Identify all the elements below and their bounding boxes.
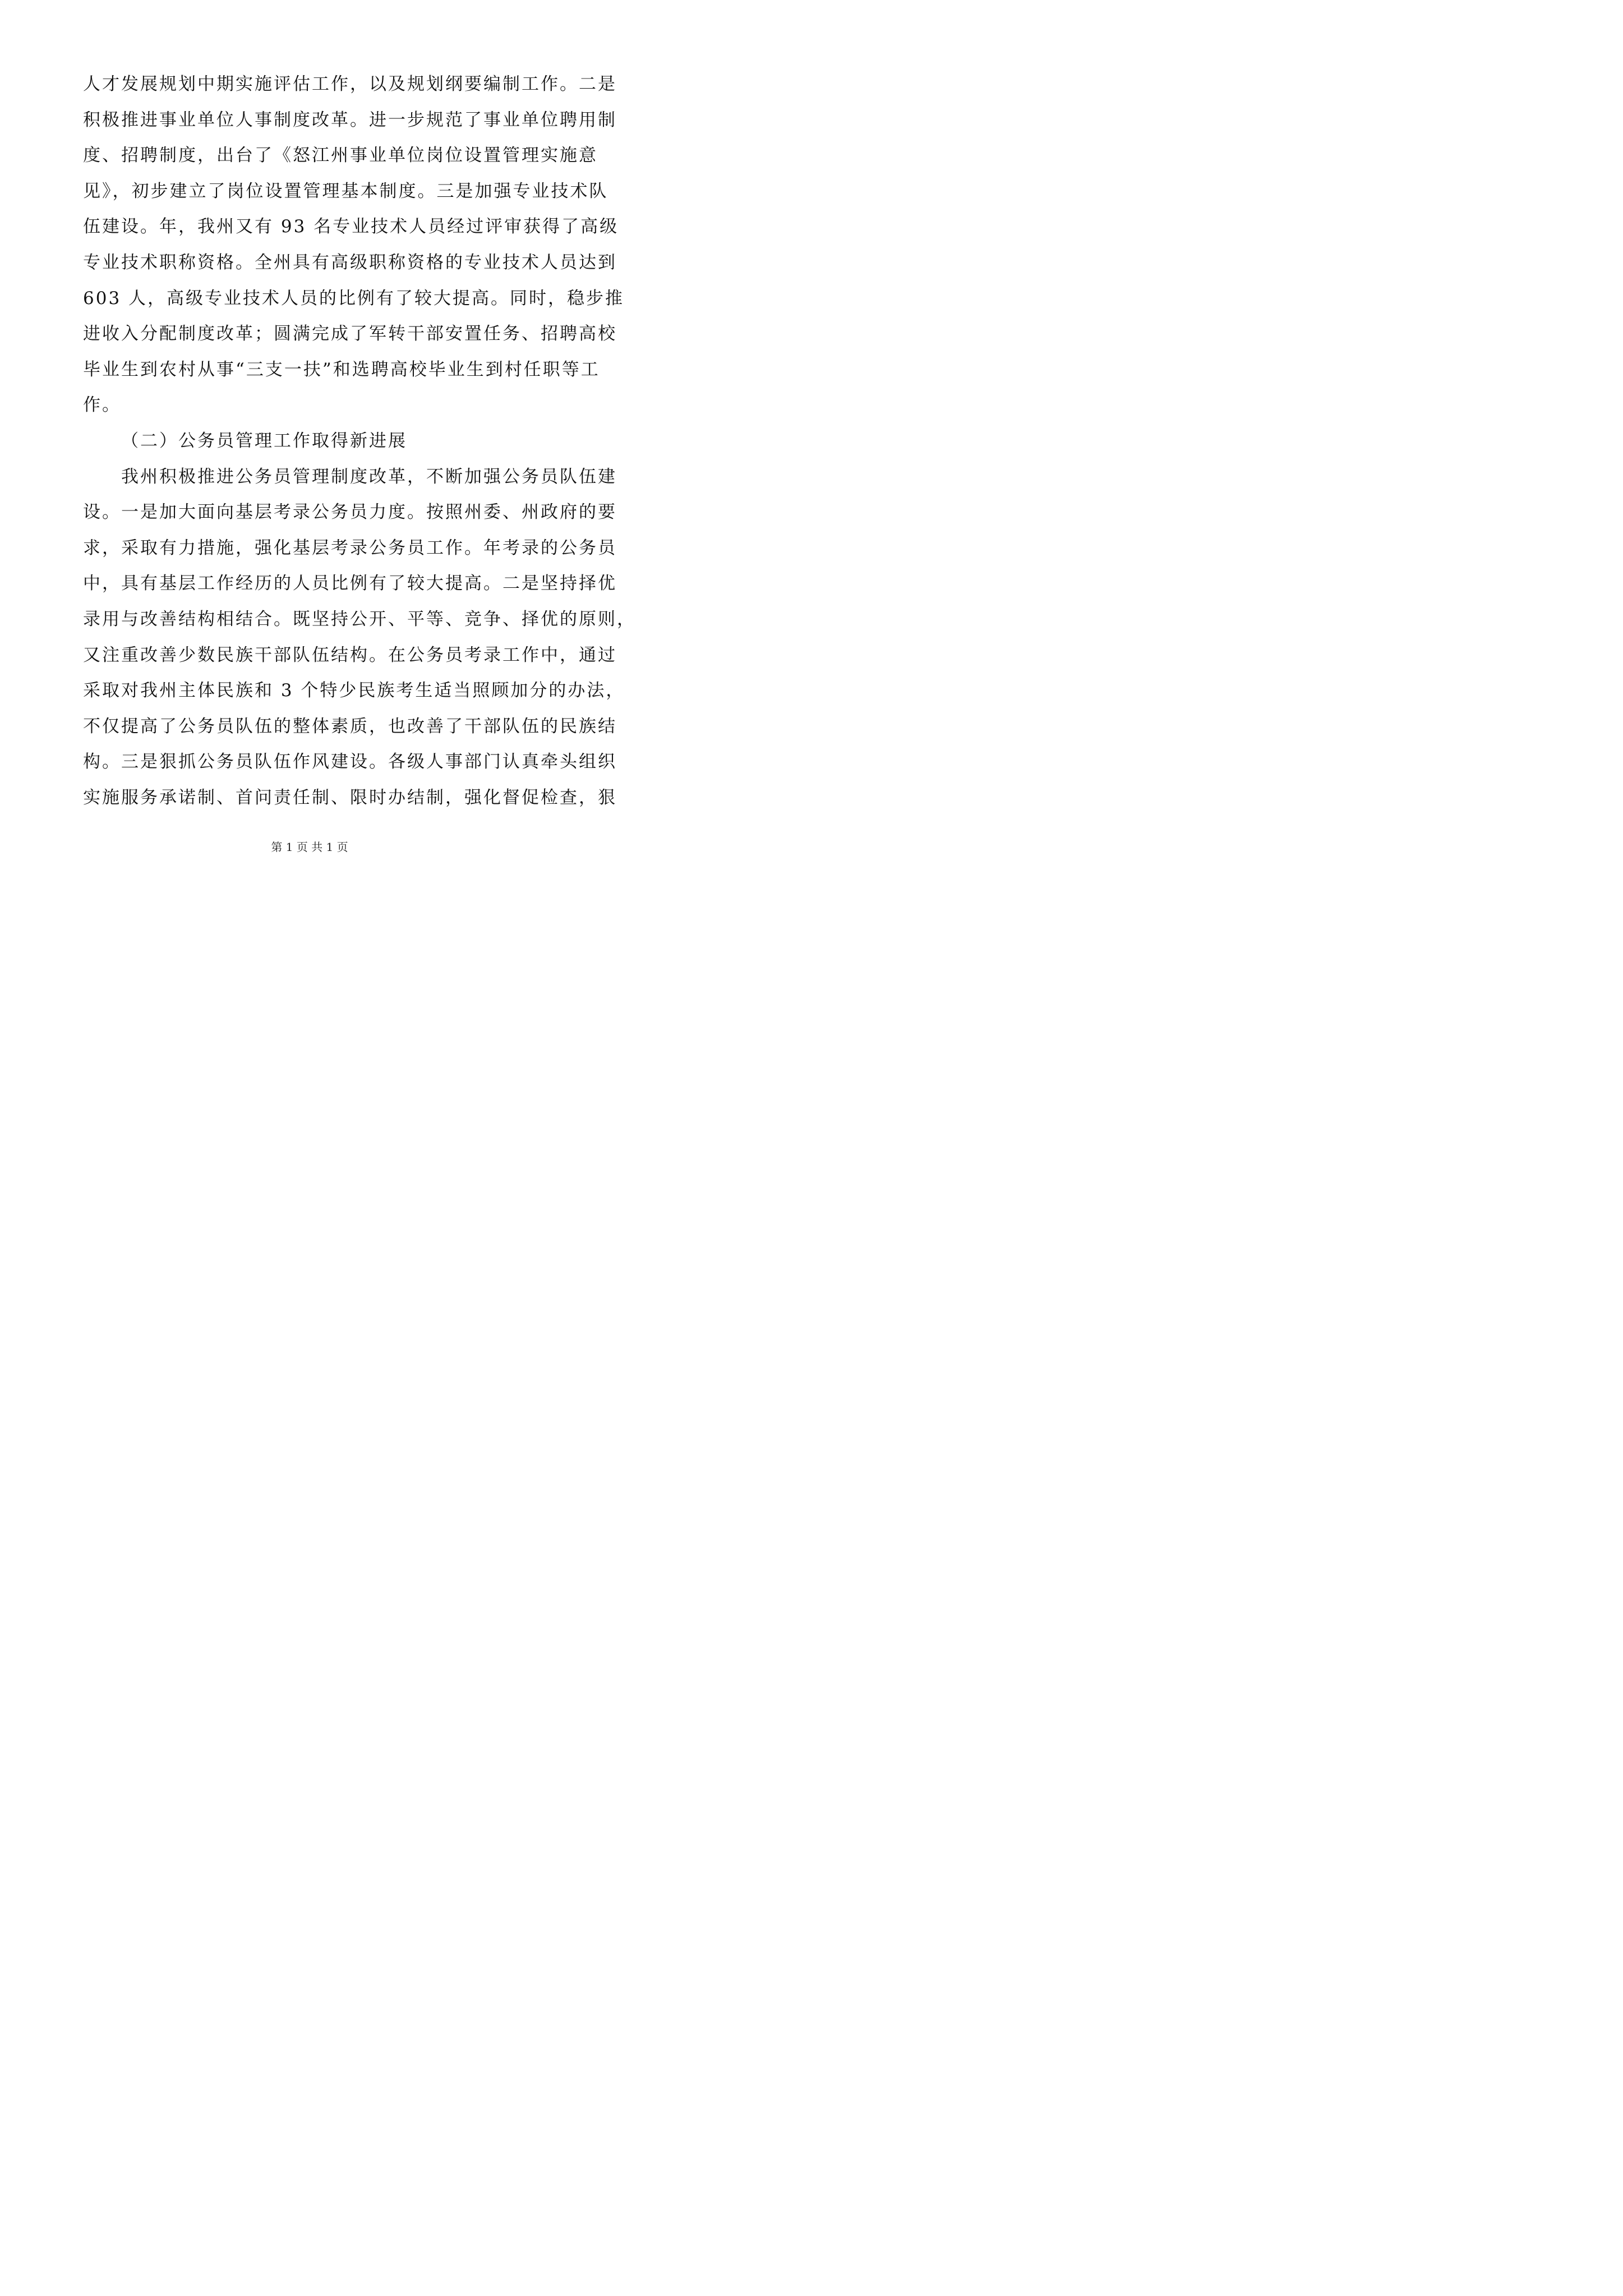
text-line [0,210,619,243]
text-line-content: 设。一是加大面向基层考录公务员力度。按照州委、州政府的要 [83,502,617,523]
text-line [0,246,619,279]
text-line [0,745,619,779]
text-line-content: 积极推进事业单位人事制度改革。进一步规范了事业单位聘用制 [83,109,617,130]
text-line-content: 伍建设。年，我州又有 93 名专业技术人员经过评审获得了高级 [83,217,619,237]
text-line [0,531,619,565]
text-line [0,424,619,458]
text-line-content: 实施服务承诺制、首问责任制、限时办结制，强化督促检查，狠 [83,788,617,808]
text-line [0,67,619,101]
text-line-content: 不仅提高了公务员队伍的整体素质，也改善了干部队伍的民族结 [83,716,617,737]
text-line [0,781,619,815]
text-line-content: 毕业生到农村从事“三支一扶”和选聘高校毕业生到村任职等工 [83,359,600,380]
text-line-content: 进收入分配制度改革；圆满完成了军转干部安置任务、招聘高校 [83,324,617,344]
text-line [0,353,619,386]
text-line-content: 见》，初步建立了岗位设置管理基本制度。三是加强专业技术队 [83,181,608,201]
text-line-content: 我州积极推进公务员管理制度改革，不断加强公务员队伍建 [121,466,617,487]
page-footer: 第 1 页 共 1 页 [271,840,348,854]
text-line-content: 中，具有基层工作经历的人员比例有了较大提高。二是坚持择优 [83,573,617,594]
text-line [0,638,619,672]
text-line-content: 度、招聘制度，出台了《怒江州事业单位岗位设置管理实施意 [83,145,598,166]
text-line-content: 采取对我州主体民族和 3 个特少民族考生适当照顾加分的办法， [83,680,625,701]
text-line [0,174,619,208]
text-line-content: 603 人，高级专业技术人员的比例有了较大提高。同时，稳步推 [83,288,625,309]
text-line-content: 求，采取有力措施，强化基层考录公务员工作。年考录的公务员 [83,537,617,558]
text-line-content: 录用与改善结构相结合。既坚持公开、平等、竞争、择优的原则， [83,609,636,629]
text-line [0,317,619,351]
text-line [0,567,619,600]
text-line-content: 专业技术职称资格。全州具有高级职称资格的专业技术人员达到 [83,252,617,273]
text-line [0,710,619,743]
text-line [0,139,619,172]
text-line [0,388,619,422]
text-line [0,103,619,137]
text-line [0,282,625,315]
text-line-content: （二）公务员管理工作取得新进展 [121,431,407,451]
text-line-content: 又注重改善少数民族干部队伍结构。在公务员考录工作中，通过 [83,645,617,665]
text-line-content: 作。 [83,395,121,416]
text-line [0,495,619,529]
text-line [0,602,636,636]
text-line [0,460,619,494]
text-line-content: 构。三是狠抓公务员队伍作风建设。各级人事部门认真牵头组织 [83,752,617,772]
text-line [0,674,625,707]
text-line-content: 人才发展规划中期实施评估工作，以及规划纲要编制工作。二是 [83,74,617,94]
